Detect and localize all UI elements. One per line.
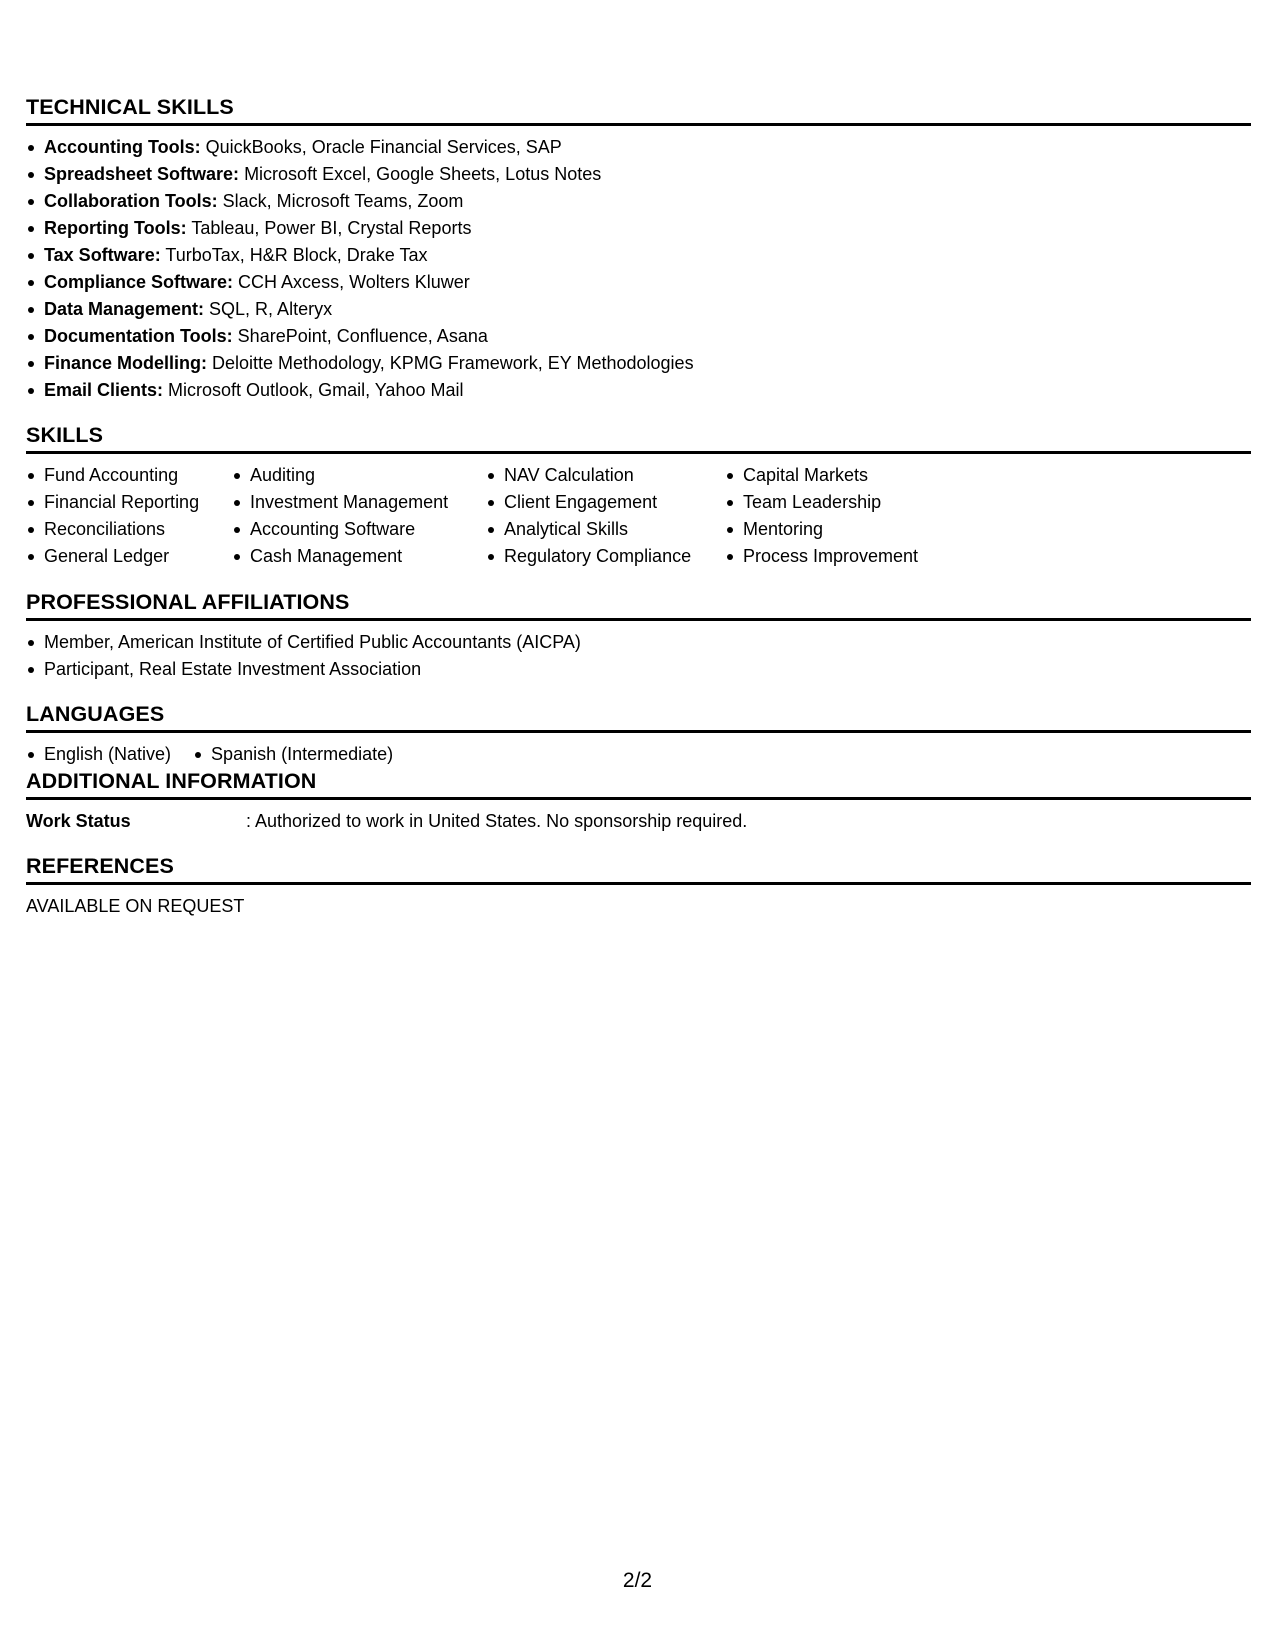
affiliations-list [26,629,1251,683]
skill-category-value: Deloitte Methodology, KPMG Framework, EY Methodologies [207,353,694,373]
skill-item: Financial Reporting [26,489,210,516]
skill-category-label: Collaboration Tools: [44,191,218,211]
skill-category-value: SQL, R, Alteryx [204,299,333,319]
technical-skill-item [26,242,1251,269]
technical-skill-item [26,350,1251,377]
skill-item: Accounting Software [232,516,464,543]
technical-skill-item [26,323,1251,350]
skills-section [26,422,1251,570]
skills-column [232,462,464,570]
skill-category-value: TurboTax, H&R Block, Drake Tax [160,245,428,265]
skills-column [725,462,945,570]
skill-category-value: SharePoint, Confluence, Asana [232,326,488,346]
technical-skill-item [26,188,1251,215]
affiliations-section [26,589,1251,683]
resume-page [26,94,1251,920]
skill-category-label: Compliance Software: [44,272,234,292]
skill-category-label: Data Management: [44,299,205,319]
skill-category-value: Microsoft Excel, Google Sheets, Lotus Notes [239,164,602,184]
skill-category-label: Accounting Tools: [44,137,201,157]
section-divider [26,618,1251,621]
section-divider [26,451,1251,454]
skill-category-label: Email Clients: [44,380,164,400]
technical-skill-item [26,161,1251,188]
skill-category-label: Finance Modelling: [44,353,208,373]
skill-item: NAV Calculation [486,462,703,489]
skill-category-label: Tax Software: [44,245,161,265]
skills-heading: SKILLS [26,423,104,447]
affiliations-heading: PROFESSIONAL AFFILIATIONS [26,590,350,614]
skill-category-label: Spreadsheet Software: [44,164,240,184]
skill-item: Process Improvement [725,543,945,570]
language-item: Spanish (Intermediate) [193,741,393,768]
languages-list [26,741,1251,768]
technical-skill-item [26,215,1251,242]
work-status-value: : Authorized to work in United States. No sponsorship required. [246,811,748,831]
skill-item: Reconciliations [26,516,210,543]
skill-category-label: Documentation Tools: [44,326,233,346]
technical-skill-item [26,296,1251,323]
skill-item: General Ledger [26,543,210,570]
technical-skill-item [26,134,1251,161]
section-divider [26,730,1251,733]
skill-category-value: Microsoft Outlook, Gmail, Yahoo Mail [163,380,464,400]
skill-item: Investment Management [232,489,464,516]
skill-category-label: Reporting Tools: [44,218,187,238]
skill-item: Team Leadership [725,489,945,516]
section-divider [26,797,1251,800]
additional-information-section [26,768,1251,835]
skill-item: Capital Markets [725,462,945,489]
technical-skills-section [26,94,1251,404]
skill-item: Client Engagement [486,489,703,516]
affiliation-item: Member, American Institute of Certified Public Accountants (AICPA) [26,629,1251,656]
skill-item: Cash Management [232,543,464,570]
references-heading: REFERENCES [26,854,174,878]
skill-item: Fund Accounting [26,462,210,489]
languages-section [26,701,1251,768]
skill-item: Mentoring [725,516,945,543]
languages-heading: LANGUAGES [26,702,165,726]
page-number: 2/2 [622,1569,653,1592]
skill-category-value: Tableau, Power BI, Crystal Reports [186,218,472,238]
skill-item: Auditing [232,462,464,489]
additional-information-heading: ADDITIONAL INFORMATION [26,769,317,793]
affiliation-item: Participant, Real Estate Investment Association [26,656,1251,683]
work-status-label: Work Status [26,811,131,831]
language-item: English (Native) [26,741,171,768]
skill-category-value: CCH Axcess, Wolters Kluwer [233,272,470,292]
technical-skills-heading: TECHNICAL SKILLS [26,95,234,119]
section-divider [26,123,1251,126]
references-section [26,853,1251,920]
skill-item: Analytical Skills [486,516,703,543]
technical-skill-item [26,377,1251,404]
skill-category-value: QuickBooks, Oracle Financial Services, SAP [200,137,562,157]
skill-item: Regulatory Compliance [486,543,703,570]
references-text: AVAILABLE ON REQUEST [26,896,245,916]
skills-grid [26,462,1251,570]
technical-skills-list [26,134,1251,404]
section-divider [26,882,1251,885]
work-status-row [26,808,1251,835]
skills-column [486,462,703,570]
technical-skill-item [26,269,1251,296]
skill-category-value: Slack, Microsoft Teams, Zoom [217,191,464,211]
skills-column [26,462,210,570]
